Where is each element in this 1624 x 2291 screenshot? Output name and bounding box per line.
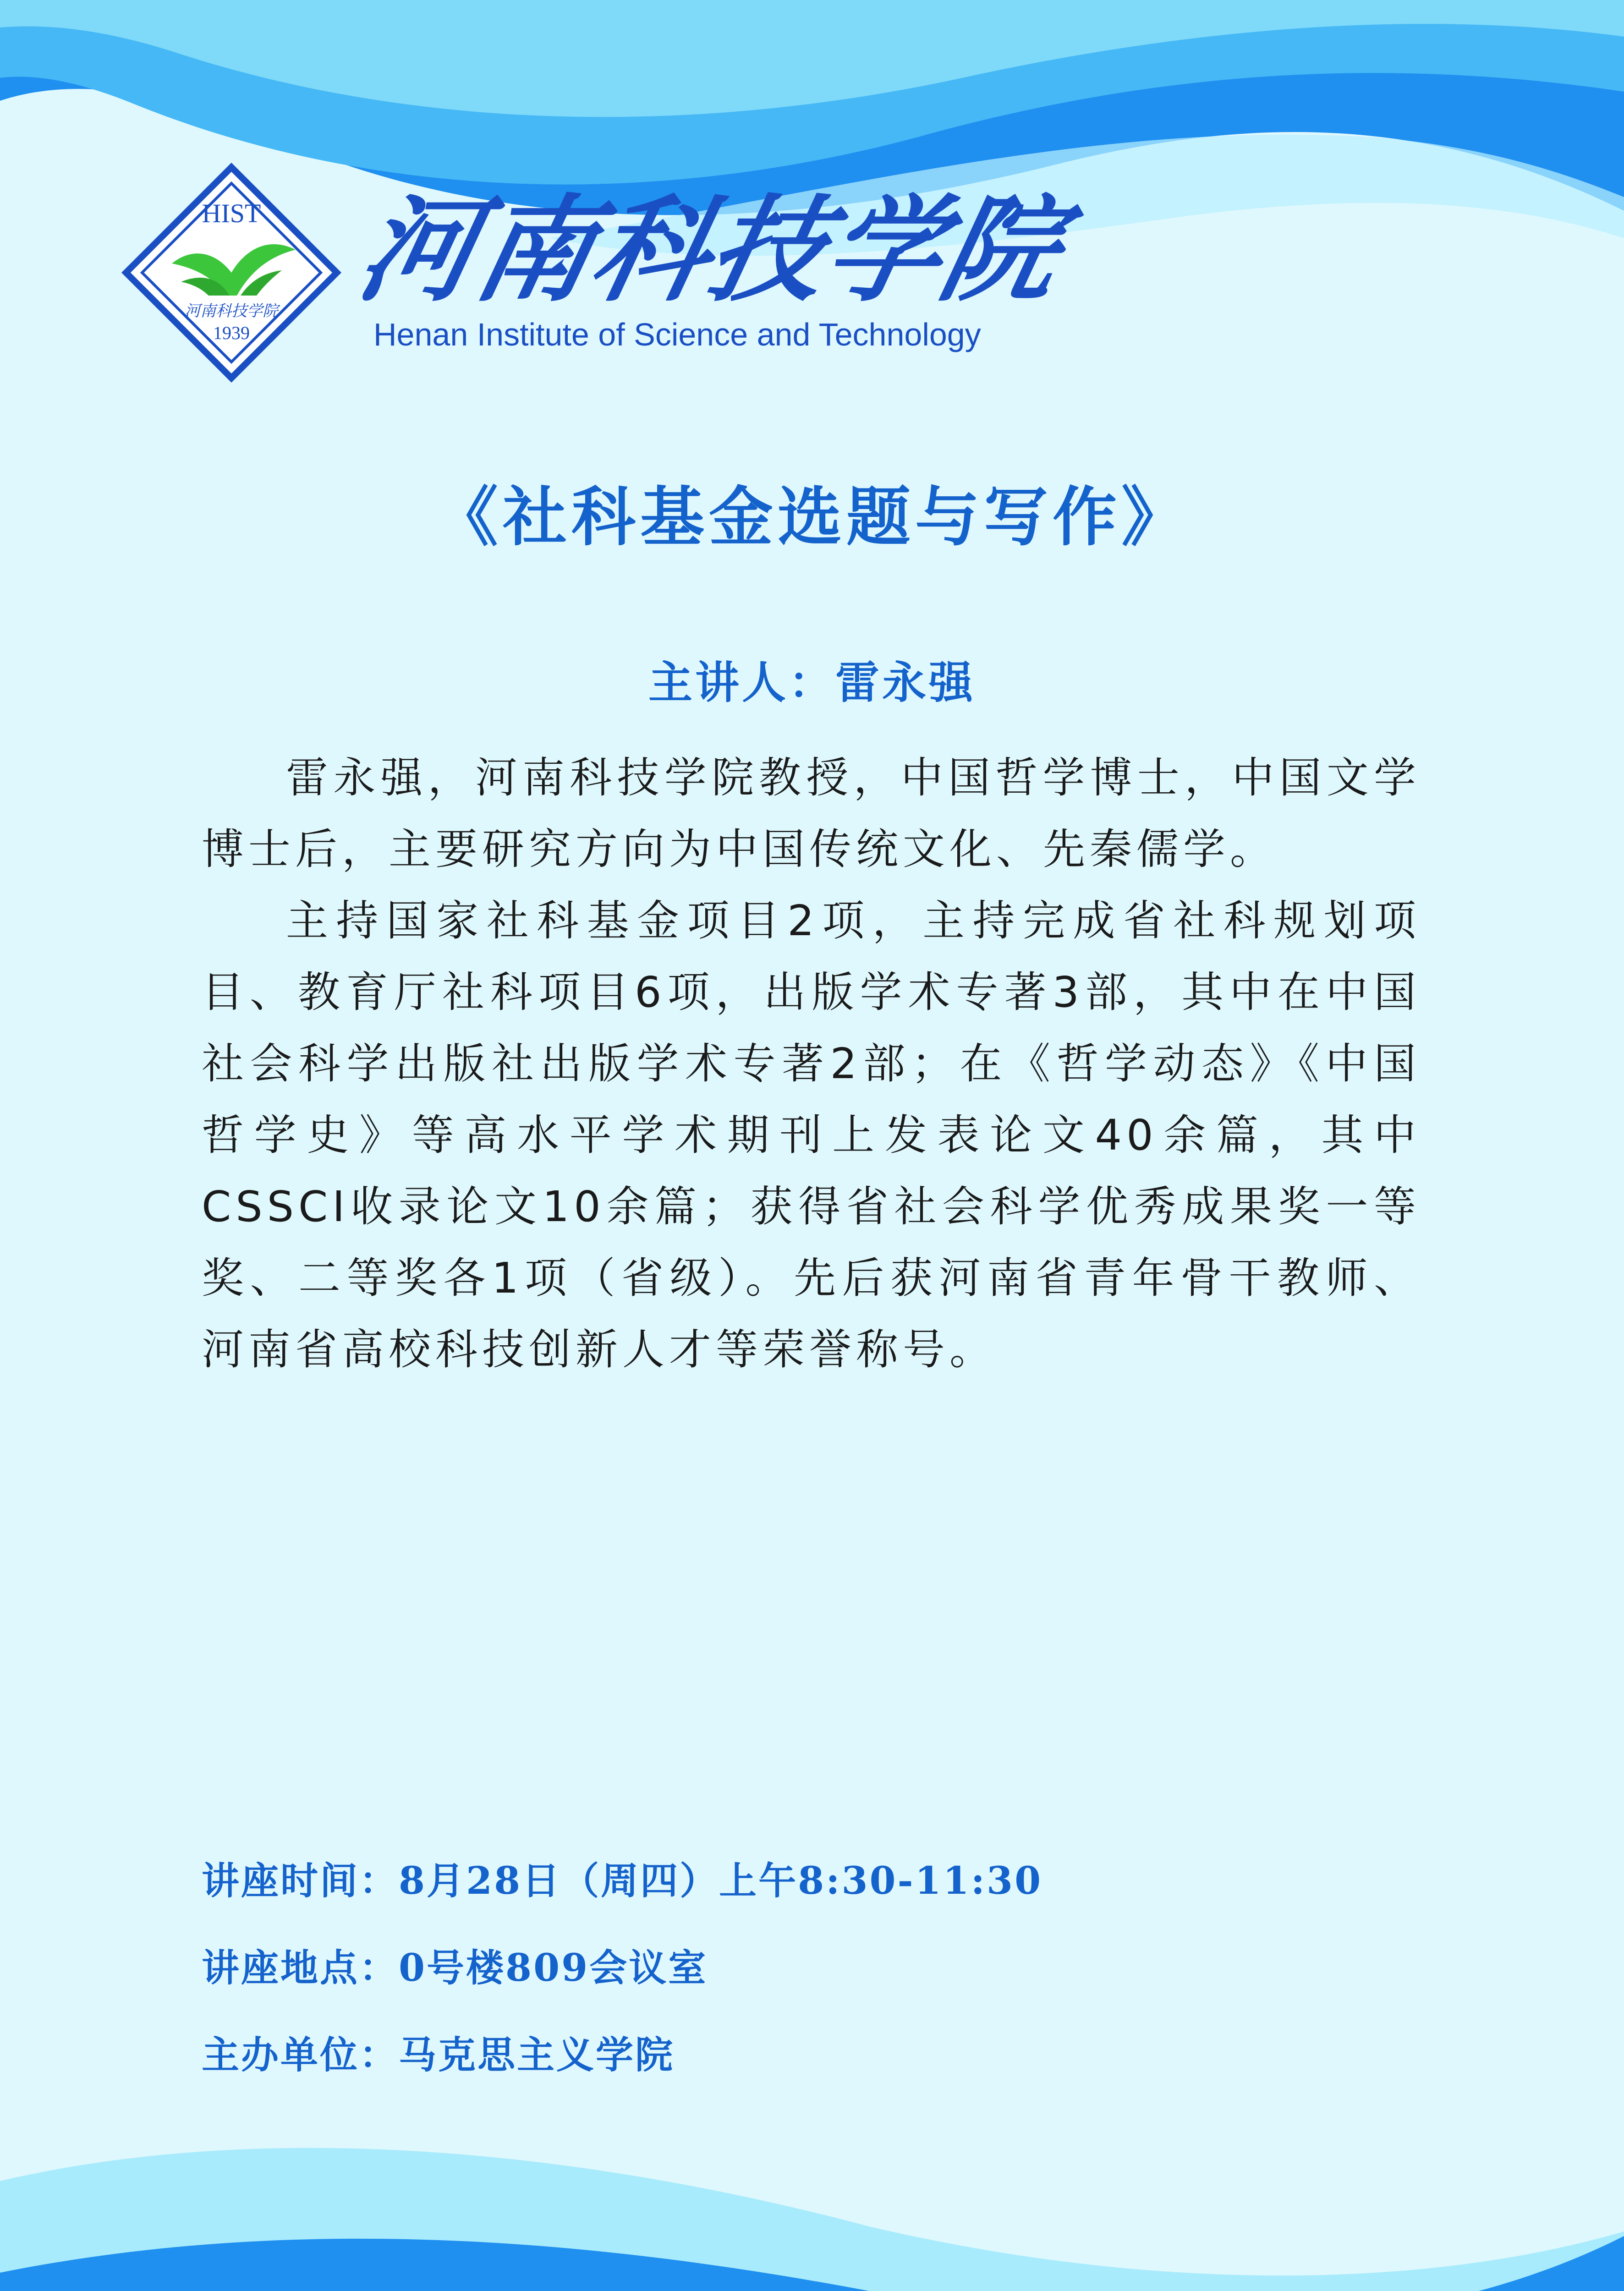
logo-emblem-icon [117,158,346,387]
svg-text:HIST: HIST [202,198,261,228]
school-logo [117,158,346,387]
speaker-bio [202,742,1421,1386]
svg-text:河南科技学院: 河南科技学院 [185,302,278,320]
lecture-organizer: 主办单位：马克思主义学院 [202,2033,675,2077]
school-name-en: Henan Institute of Science and Technology [373,317,981,352]
lecture-info [202,1851,1042,2112]
speaker-line: 主讲人：雷永强 [648,657,976,708]
lecture-title: 《社科基金选题与写作》 [433,480,1190,555]
school-name-cn: 河南科技学院 [347,182,1075,317]
bio-paragraph: 主持国家社科基金项目2项，主持完成省社科规划项目、教育厅社科项目6项，出版学术专著3部，其中在中国社会科学出版社出版学术专著2部；在《哲学动态》《中国哲学史》等高水平学术期刊上发表论文40余篇，其中CSSCI收录论文10余篇；获得省社会科学优秀成果奖一等奖、二等奖各1项（省级）。先后获河南省青年骨干教师、河南省高校科技创新人才等荣誉称号。 [202,896,1421,1374]
svg-text:1939: 1939 [213,323,250,343]
lecture-time: 讲座时间：8月28日（周四）上午8:30-11:30 [202,1859,1043,1903]
bio-paragraph: 雷永强，河南科技学院教授，中国哲学博士，中国文学博士后，主要研究方向为中国传统文化、先秦儒学。 [202,753,1421,874]
lecture-location: 讲座地点：0号楼809会议室 [202,1946,708,1990]
